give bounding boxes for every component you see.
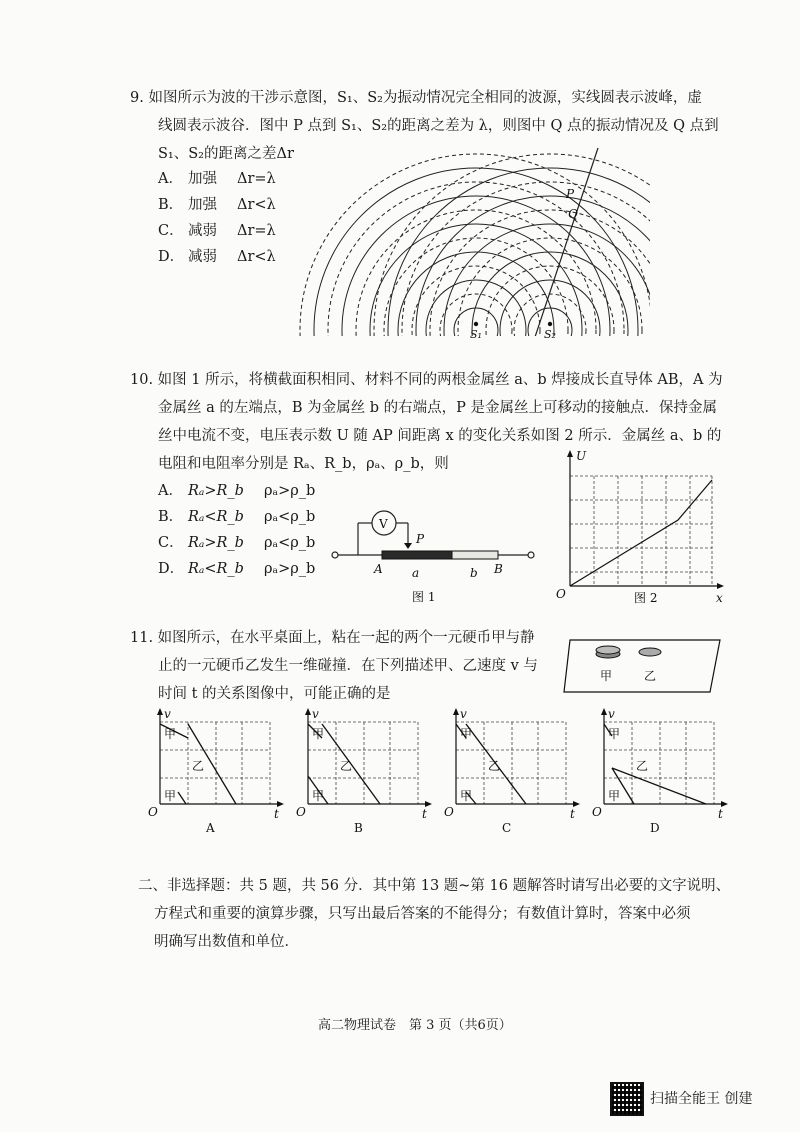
q11-line2: 止的一元硬币乙发生一维碰撞．在下列描述甲、乙速度 v 与 (158, 658, 538, 674)
origin-label: O (444, 805, 454, 819)
label-s2: S₂ (544, 328, 556, 341)
t-label: t (718, 807, 723, 821)
page-footer: 高二物理试卷 第 3 页（共6页） (318, 1018, 512, 1033)
yi-label: 乙 (636, 759, 649, 773)
contact-arrow (404, 543, 412, 549)
q11-coins-figure (560, 630, 725, 700)
section2-line2: 方程式和重要的演算步骤，只写出最后答案的不能得分；有数值计算时，答案中必须 (154, 906, 691, 922)
yi-label: 乙 (192, 759, 205, 773)
option-letter: B (354, 821, 363, 835)
grid (604, 722, 714, 804)
grid (160, 722, 270, 804)
u-x-line (570, 480, 712, 586)
a-end-label: A (374, 562, 383, 576)
option-letter: A (206, 821, 215, 835)
meter-label: V (379, 517, 388, 531)
q10-figure-2 (550, 446, 730, 606)
jia-label-2: 甲 (312, 789, 325, 803)
q10-option-a: A． Rₐ>R_b ρₐ>ρ_b (158, 483, 316, 499)
vt-graph-c (444, 707, 580, 835)
jia-label: 甲 (312, 727, 325, 741)
q10-option-b: B． Rₐ<R_b ρₐ<ρ_b (158, 509, 316, 525)
q10-line4: 电阻和电阻率分别是 Rₐ、R_b，ρₐ、ρ_b，则 (158, 456, 449, 472)
yi-label: 乙 (340, 759, 353, 773)
s1-dot (474, 322, 478, 326)
p-label: P (416, 532, 425, 546)
line-yi (612, 768, 706, 804)
q9-option-b: B． 加强 Δr<λ (158, 197, 276, 213)
q10-figure-1 (330, 505, 540, 605)
q11-line1: 11. 如图所示，在水平桌面上，粘在一起的两个一元硬币甲与静 (130, 630, 535, 646)
v-arrow (601, 708, 607, 715)
v-arrow (453, 708, 459, 715)
v-label: v (460, 707, 467, 721)
q10-line2: 金属丝 a 的左端点，B 为金属丝 b 的右端点，P 是金属丝上可移动的接触点．保持金属 (158, 400, 717, 416)
q9-line3: S₁、S₂的距离之差Δr (158, 146, 294, 162)
grid (456, 722, 566, 804)
q9-option-a: A． 加强 Δr=λ (158, 171, 276, 187)
origin-label: O (148, 805, 158, 819)
q9-interference-figure (300, 148, 640, 348)
wire-a-label: a (412, 566, 420, 580)
fig1-caption: 图 1 (412, 590, 436, 604)
wire-b (452, 551, 498, 559)
vt-graph-a (148, 707, 284, 835)
q9-option-d: D． 减弱 Δr<λ (158, 249, 276, 265)
jia-label: 甲 (608, 727, 621, 741)
t-label: t (570, 807, 575, 821)
q10-line3: 丝中电流不变，电压表示数 U 随 AP 间距离 x 的变化关系如图 2 所示．金属丝 a、b 的 (158, 428, 722, 444)
origin-label: O (592, 805, 602, 819)
label-q: Q (568, 207, 578, 221)
origin-label: O (296, 805, 306, 819)
coin-yi-label: 乙 (644, 669, 657, 683)
v-arrow (305, 708, 311, 715)
label-s1: S₁ (470, 328, 482, 341)
q10-option-d: D． Rₐ<R_b ρₐ>ρ_b (158, 561, 316, 577)
origin-label: O (556, 587, 566, 601)
option-letter: C (502, 821, 512, 835)
grid (308, 722, 418, 804)
q10-option-c: C． Rₐ>R_b ρₐ<ρ_b (158, 535, 316, 551)
jia-label-2: 甲 (608, 789, 621, 803)
q9-option-c: C． 减弱 Δr=λ (158, 223, 276, 239)
u-axis-label: U (576, 449, 587, 463)
line-jia2 (178, 792, 186, 804)
jia-label: 甲 (164, 727, 177, 741)
scanner-watermark: 扫描全能王 创建 (650, 1091, 753, 1107)
v-arrow (157, 708, 163, 715)
wire-b-label: b (470, 566, 478, 580)
q10-line1: 10. 如图 1 所示，将横截面积相同、材料不同的两根金属丝 a、b 焊接成长直导体 AB，A 为 (130, 372, 723, 388)
v-label: v (312, 707, 319, 721)
qr-code-icon (610, 1082, 644, 1116)
q11-line3: 时间 t 的关系图像中，可能正确的是 (158, 686, 391, 702)
v-label: v (164, 707, 171, 721)
x-axis-label: x (716, 591, 723, 605)
wire-a (382, 551, 452, 559)
vt-graph-d (592, 707, 728, 835)
label-p: P (566, 187, 575, 201)
t-label: t (274, 807, 279, 821)
fig2-caption: 图 2 (634, 591, 658, 605)
b-end-label: B (494, 562, 503, 576)
option-letter: D (650, 821, 660, 835)
coin-jia-label: 甲 (600, 669, 613, 683)
table-top (564, 640, 720, 692)
v-label: v (608, 707, 615, 721)
q9-line2: 线圆表示波谷．图中 P 点到 S₁、S₂的距离之差为 λ，则图中 Q 点的振动情况及 Q 点到 (158, 118, 719, 134)
q9-line1: 9. 如图所示为波的干涉示意图，S₁、S₂为振动情况完全相同的波源，实线圆表示波峰，虚 (130, 90, 702, 106)
jia-label-2: 甲 (460, 789, 473, 803)
q11-graphs (150, 708, 730, 838)
jia-label-2: 甲 (164, 789, 177, 803)
s2-dot (548, 322, 552, 326)
section2-line3: 明确写出数值和单位． (154, 934, 299, 950)
yi-label: 乙 (488, 759, 501, 773)
t-label: t (422, 807, 427, 821)
jia-label: 甲 (460, 727, 473, 741)
section2-line1: 二、非选择题：共 5 题，共 56 分．其中第 13 题~第 16 题解答时请写出必要的文字说明、 (138, 878, 731, 894)
vt-graph-b (296, 707, 432, 835)
